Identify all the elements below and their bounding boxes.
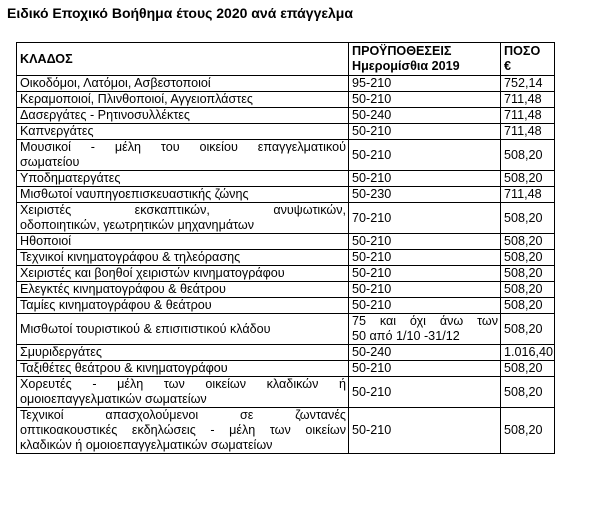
conditions-text: 50-210 bbox=[352, 361, 392, 375]
sector-text: Τεχνικοί κινηματογράφου & τηλεόρασης bbox=[20, 250, 241, 264]
amount-text: 508,20 bbox=[504, 298, 543, 312]
table-header-row bbox=[17, 43, 555, 76]
conditions-text: 50-210 bbox=[352, 234, 392, 248]
sector-text: Μισθωτοί ναυπηγοεπισκευαστικής ζώνης bbox=[20, 187, 249, 201]
header-conditions-line2: Ημερομίσθια 2019 bbox=[352, 59, 460, 73]
amount-cell bbox=[501, 361, 555, 377]
amount-text: 752,14 bbox=[504, 76, 543, 90]
conditions-cell bbox=[349, 108, 501, 124]
conditions-text: 50-210 bbox=[352, 282, 392, 296]
sector-cell bbox=[17, 282, 349, 298]
sector-text: Σμυριδεργάτες bbox=[20, 345, 102, 359]
sector-text: Δασεργάτες - Ρητινοσυλλέκτες bbox=[20, 108, 190, 122]
sector-text: Μουσικοί - μέλη του οικείου επαγγελματικού bbox=[20, 140, 346, 154]
sector-cell bbox=[17, 203, 349, 234]
amount-text: 508,20 bbox=[504, 266, 543, 280]
amount-cell bbox=[501, 124, 555, 140]
sector-cell bbox=[17, 377, 349, 408]
conditions-text: 50-210 bbox=[352, 384, 392, 399]
conditions-text: 50-210 bbox=[352, 250, 392, 264]
header-sector: ΚΛΑΔΟΣ bbox=[17, 43, 349, 76]
amount-text: 711,48 bbox=[504, 124, 542, 138]
conditions-text: 50-210 bbox=[352, 147, 392, 162]
amount-cell bbox=[501, 92, 555, 108]
conditions-cell bbox=[349, 76, 501, 92]
header-conditions bbox=[349, 43, 501, 76]
sector-cell bbox=[17, 298, 349, 314]
conditions-text: 75 και όχι άνω των bbox=[352, 314, 498, 328]
sector-cell bbox=[17, 234, 349, 250]
conditions-text: 50-210 bbox=[352, 423, 392, 437]
document-title: Ειδικό Εποχικό Βοήθημα έτους 2020 ανά επάγγελμα bbox=[7, 5, 353, 21]
amount-text: 1.016,40 bbox=[504, 345, 554, 359]
sector-cell bbox=[17, 250, 349, 266]
amount-text: 508,20 bbox=[504, 361, 543, 375]
table-row bbox=[17, 234, 555, 250]
table-row bbox=[17, 282, 555, 298]
amount-cell bbox=[501, 345, 555, 361]
table-row bbox=[17, 92, 555, 108]
conditions-text: 50-230 bbox=[352, 187, 392, 201]
amount-text: 508,20 bbox=[504, 210, 543, 225]
table-row bbox=[17, 361, 555, 377]
amount-cell bbox=[501, 282, 555, 298]
conditions-text: 70-210 bbox=[352, 210, 392, 225]
conditions-cell bbox=[349, 266, 501, 282]
conditions-cell bbox=[349, 250, 501, 266]
conditions-cell bbox=[349, 171, 501, 187]
table-row bbox=[17, 140, 555, 171]
table-row bbox=[17, 187, 555, 203]
amount-cell bbox=[501, 408, 555, 454]
amount-text: 508,20 bbox=[504, 250, 543, 264]
sector-text: Ελεγκτές κινηματογράφου & θεάτρου bbox=[20, 282, 226, 296]
table-row bbox=[17, 124, 555, 140]
table-row bbox=[17, 108, 555, 124]
conditions-cell bbox=[349, 187, 501, 203]
table-row bbox=[17, 345, 555, 361]
sector-text: Ηθοποιοί bbox=[20, 234, 72, 248]
sector-text: Καπνεργάτες bbox=[20, 124, 94, 138]
sector-text: Τεχνικοί απασχολούμενοι σε ζωντανές bbox=[20, 408, 346, 422]
amount-text: 508,20 bbox=[504, 147, 543, 162]
amount-text: 508,20 bbox=[504, 384, 543, 399]
sector-text: Κεραμοποιοί, Πλινθοποιοί, Αγγειοπλάστες bbox=[20, 92, 253, 106]
amount-cell bbox=[501, 298, 555, 314]
sector-cell bbox=[17, 361, 349, 377]
sector-text: ομοιοεπαγγελματικών σωματείων bbox=[20, 392, 207, 406]
table-row bbox=[17, 76, 555, 92]
conditions-text: 50-210 bbox=[352, 298, 392, 312]
sector-text: Υποδηματεργάτες bbox=[20, 171, 121, 185]
conditions-cell bbox=[349, 298, 501, 314]
conditions-text: 50-210 bbox=[352, 171, 392, 185]
amount-cell bbox=[501, 187, 555, 203]
conditions-cell bbox=[349, 345, 501, 361]
sector-text: Μισθωτοί τουριστικού & επισιτιστικού κλάδου bbox=[20, 321, 271, 336]
amount-cell bbox=[501, 250, 555, 266]
conditions-cell bbox=[349, 124, 501, 140]
sector-cell bbox=[17, 92, 349, 108]
amount-text: 508,20 bbox=[504, 171, 543, 185]
amount-cell bbox=[501, 203, 555, 234]
table-row bbox=[17, 171, 555, 187]
sector-cell bbox=[17, 124, 349, 140]
sector-cell bbox=[17, 171, 349, 187]
sector-text: Χειριστές και βοηθοί χειριστών κινηματογράφου bbox=[20, 266, 285, 280]
sector-text: Οικοδόμοι, Λατόμοι, Ασβεστοποιοί bbox=[20, 76, 211, 90]
amount-cell bbox=[501, 314, 555, 345]
conditions-cell bbox=[349, 234, 501, 250]
header-amount-line1: ΠΟΣΟ bbox=[504, 44, 541, 58]
table-row bbox=[17, 298, 555, 314]
conditions-text: 95-210 bbox=[352, 76, 392, 90]
amount-cell bbox=[501, 377, 555, 408]
table-body bbox=[17, 76, 555, 454]
conditions-cell bbox=[349, 203, 501, 234]
conditions-text: 50 από 1/10 -31/12 bbox=[352, 329, 460, 343]
table-row bbox=[17, 266, 555, 282]
amount-text: 711,48 bbox=[504, 187, 542, 201]
conditions-cell bbox=[349, 408, 501, 454]
sector-text: Χορευτές - μέλη των οικείων κλαδικών ή bbox=[20, 377, 346, 391]
sector-text: Χειριστές εκσκαπτικών, ανυψωτικών, bbox=[20, 203, 346, 217]
conditions-text: 50-210 bbox=[352, 124, 392, 138]
table-row bbox=[17, 250, 555, 266]
conditions-text: 50-210 bbox=[352, 92, 392, 106]
amount-text: 711,48 bbox=[504, 92, 542, 106]
conditions-cell bbox=[349, 361, 501, 377]
table-row bbox=[17, 408, 555, 454]
sector-text: κλαδικών ή ομοιοεπαγγελματικών σωματείων bbox=[20, 438, 273, 452]
sector-cell bbox=[17, 266, 349, 282]
sector-cell bbox=[17, 408, 349, 454]
conditions-cell bbox=[349, 140, 501, 171]
amount-cell bbox=[501, 76, 555, 92]
table-row bbox=[17, 203, 555, 234]
header-amount-line2: € bbox=[504, 59, 512, 73]
sector-cell bbox=[17, 108, 349, 124]
header-amount bbox=[501, 43, 555, 76]
sector-text: σωματείου bbox=[20, 155, 80, 169]
header-conditions-line1: ΠΡΟΫΠΟΘΕΣΕΙΣ bbox=[352, 44, 452, 58]
sector-text: οπτικοακουστικές εκδηλώσεις - μέλη των οικείων bbox=[20, 423, 346, 437]
amount-text: 508,20 bbox=[504, 423, 543, 437]
amount-cell bbox=[501, 108, 555, 124]
amount-cell bbox=[501, 171, 555, 187]
sector-cell bbox=[17, 140, 349, 171]
amount-cell bbox=[501, 140, 555, 171]
sector-cell bbox=[17, 345, 349, 361]
amount-text: 508,20 bbox=[504, 321, 543, 336]
sector-cell bbox=[17, 314, 349, 345]
conditions-cell bbox=[349, 377, 501, 408]
amount-text: 508,20 bbox=[504, 282, 543, 296]
conditions-text: 50-240 bbox=[352, 108, 392, 122]
table-row bbox=[17, 377, 555, 408]
sector-text: οδοποιητικών, γεωτρητικών μηχανημάτων bbox=[20, 218, 255, 232]
conditions-text: 50-240 bbox=[352, 345, 392, 359]
conditions-cell bbox=[349, 314, 501, 345]
amount-text: 508,20 bbox=[504, 234, 543, 248]
conditions-cell bbox=[349, 92, 501, 108]
conditions-cell bbox=[349, 282, 501, 298]
amount-text: 711,48 bbox=[504, 108, 542, 122]
sector-cell bbox=[17, 76, 349, 92]
table-row bbox=[17, 314, 555, 345]
benefit-table bbox=[16, 42, 555, 454]
sector-text: Ταξιθέτες θεάτρου & κινηματογράφου bbox=[20, 361, 228, 375]
sector-text: Ταμίες κινηματογράφου & θεάτρου bbox=[20, 298, 212, 312]
amount-cell bbox=[501, 234, 555, 250]
sector-cell bbox=[17, 187, 349, 203]
amount-cell bbox=[501, 266, 555, 282]
conditions-text: 50-210 bbox=[352, 266, 392, 280]
